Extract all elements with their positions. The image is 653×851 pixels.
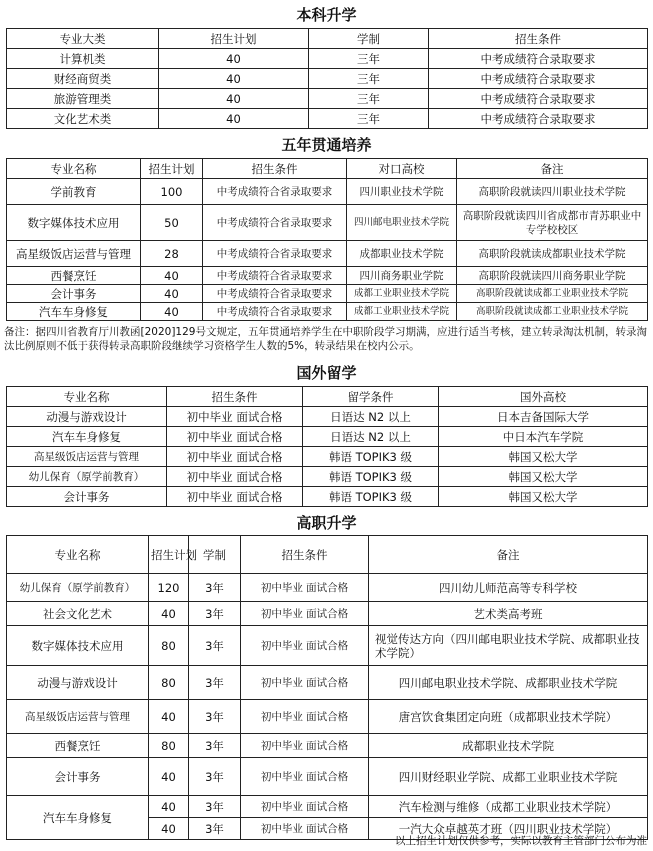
header-cell: 招生计划 (141, 159, 203, 179)
higher-voc-table (6, 535, 648, 840)
header-cell: 招生条件 (241, 536, 369, 574)
cell: 3年 (189, 700, 241, 734)
cell: 初中毕业 面试合格 (241, 796, 369, 818)
header-cell: 国外高校 (439, 387, 648, 407)
section-title-higher-voc: 高职升学 (296, 514, 357, 532)
table-row (7, 447, 648, 467)
cell: 会计事务 (7, 758, 149, 796)
header-cell: 招生条件 (167, 387, 303, 407)
cell: 中考成绩符合省录取要求 (203, 267, 347, 285)
cell: 初中毕业 面试合格 (167, 467, 303, 487)
footer-disclaimer: 以上招生计划仅供参考，实际以教育主管部门公布为准 (395, 835, 647, 847)
cell: 日语达 N2 以上 (303, 427, 439, 447)
header-cell: 招生条件 (203, 159, 347, 179)
cell: 40 (149, 796, 189, 818)
cell: 三年 (309, 69, 429, 89)
undergrad-table (6, 28, 648, 129)
table-row (7, 49, 648, 69)
cell: 100 (141, 179, 203, 205)
cell: 中考成绩符合录取要求 (429, 89, 648, 109)
section-title-five-year: 五年贯通培养 (281, 136, 372, 154)
cell: 文化艺术类 (7, 109, 159, 129)
table-row (7, 796, 648, 818)
section-title-undergrad: 本科升学 (296, 6, 357, 24)
abroad-table (6, 386, 648, 507)
header-cell: 对口高校 (347, 159, 457, 179)
cell: 初中毕业 面试合格 (241, 666, 369, 700)
cell: 40 (159, 49, 309, 69)
table-row (7, 303, 648, 321)
cell: 韩国又松大学 (439, 447, 648, 467)
cell: 数字媒体技术应用 (7, 626, 149, 666)
cell: 幼儿保育（原学前教育） (7, 574, 149, 602)
cell: 汽车车身修复 (7, 796, 149, 840)
cell: 80 (149, 626, 189, 666)
cell: 高职阶段就读四川职业技术学院 (457, 179, 648, 205)
cell: 动漫与游戏设计 (7, 407, 167, 427)
cell: 成都工业职业技术学院 (347, 285, 457, 303)
header-cell: 招生条件 (429, 29, 648, 49)
cell: 高星级饭店运营与管理 (7, 241, 141, 267)
table-row (7, 487, 648, 507)
cell: 50 (141, 205, 203, 241)
cell: 高星级饭店运营与管理 (7, 700, 149, 734)
cell: 40 (149, 602, 189, 626)
cell: 初中毕业 面试合格 (241, 758, 369, 796)
cell: 视觉传达方向（四川邮电职业技术学院、成都职业技术学院） (369, 626, 648, 666)
table-row (7, 427, 648, 447)
cell: 四川幼儿师范高等专科学校 (369, 574, 648, 602)
cell: 会计事务 (7, 487, 167, 507)
cell: 西餐烹饪 (7, 267, 141, 285)
cell: 中日本汽车学院 (439, 427, 648, 447)
cell: 财经商贸类 (7, 69, 159, 89)
cell: 40 (149, 818, 189, 840)
cell: 动漫与游戏设计 (7, 666, 149, 700)
table-row (7, 69, 648, 89)
header-cell: 招生计划 (149, 536, 189, 574)
table-row (7, 267, 648, 285)
cell: 四川邮电职业技术学院、成都职业技术学院 (369, 666, 648, 700)
table-row (7, 758, 648, 796)
cell: 唐宫饮食集团定向班（成都职业技术学院） (369, 700, 648, 734)
cell: 韩语 TOPIK3 级 (303, 447, 439, 467)
cell: 40 (159, 109, 309, 129)
cell: 初中毕业 面试合格 (167, 407, 303, 427)
cell: 韩国又松大学 (439, 467, 648, 487)
cell: 韩语 TOPIK3 级 (303, 467, 439, 487)
header-cell: 招生计划 (159, 29, 309, 49)
cell: 高职阶段就读成都职业技术学院 (457, 241, 648, 267)
header-cell: 留学条件 (303, 387, 439, 407)
cell: 学前教育 (7, 179, 141, 205)
cell: 40 (149, 700, 189, 734)
cell: 高星级饭店运营与管理 (7, 447, 167, 467)
table-row (7, 285, 648, 303)
cell: 高职阶段就读成都工业职业技术学院 (457, 303, 648, 321)
cell: 初中毕业 面试合格 (241, 734, 369, 758)
cell: 汽车检测与维修（成都工业职业技术学院） (369, 796, 648, 818)
cell: 四川邮电职业技术学院 (347, 205, 457, 241)
header-cell: 专业大类 (7, 29, 159, 49)
cell: 三年 (309, 49, 429, 69)
table-row (7, 602, 648, 626)
header-cell: 备注 (369, 536, 648, 574)
cell: 40 (149, 758, 189, 796)
cell: 中考成绩符合省录取要求 (203, 303, 347, 321)
cell: 3年 (189, 758, 241, 796)
cell: 3年 (189, 626, 241, 666)
cell: 中考成绩符合录取要求 (429, 109, 648, 129)
header-cell: 专业名称 (7, 387, 167, 407)
header-cell: 学制 (189, 536, 241, 574)
cell: 中考成绩符合省录取要求 (203, 285, 347, 303)
cell: 120 (149, 574, 189, 602)
cell: 数字媒体技术应用 (7, 205, 141, 241)
table-row (7, 89, 648, 109)
table-row (7, 626, 648, 666)
cell: 艺术类高考班 (369, 602, 648, 626)
cell: 初中毕业 面试合格 (167, 427, 303, 447)
cell: 韩语 TOPIK3 级 (303, 487, 439, 507)
table-row (7, 734, 648, 758)
cell: 中考成绩符合省录取要求 (203, 241, 347, 267)
cell: 四川商务职业学院 (347, 267, 457, 285)
table-row (7, 467, 648, 487)
cell: 初中毕业 面试合格 (241, 574, 369, 602)
table-row (7, 241, 648, 267)
cell: 40 (141, 303, 203, 321)
cell: 40 (159, 69, 309, 89)
cell: 初中毕业 面试合格 (241, 602, 369, 626)
cell: 初中毕业 面试合格 (167, 447, 303, 467)
cell: 3年 (189, 796, 241, 818)
five-year-table (6, 158, 648, 321)
table-row (7, 407, 648, 427)
cell: 社会文化艺术 (7, 602, 149, 626)
cell: 40 (159, 89, 309, 109)
cell: 四川财经职业学院、成都工业职业技术学院 (369, 758, 648, 796)
cell: 日语达 N2 以上 (303, 407, 439, 427)
cell: 3年 (189, 734, 241, 758)
cell: 高职阶段就读成都工业职业技术学院 (457, 285, 648, 303)
table-row (7, 666, 648, 700)
cell: 80 (149, 734, 189, 758)
cell: 旅游管理类 (7, 89, 159, 109)
cell: 日本吉备国际大学 (439, 407, 648, 427)
cell: 3年 (189, 818, 241, 840)
cell: 汽车车身修复 (7, 303, 141, 321)
table-row (7, 574, 648, 602)
cell: 中考成绩符合省录取要求 (203, 205, 347, 241)
cell: 初中毕业 面试合格 (241, 700, 369, 734)
cell: 40 (141, 285, 203, 303)
header-cell: 专业名称 (7, 159, 141, 179)
cell: 三年 (309, 89, 429, 109)
header-cell: 专业名称 (7, 536, 149, 574)
cell: 高职阶段就读四川商务职业学院 (457, 267, 648, 285)
cell: 3年 (189, 666, 241, 700)
cell: 一汽大众卓越英才班（四川职业技术学院） (369, 818, 648, 840)
cell: 成都职业技术学院 (369, 734, 648, 758)
cell: 四川职业技术学院 (347, 179, 457, 205)
cell: 幼儿保育（原学前教育） (7, 467, 167, 487)
cell: 汽车车身修复 (7, 427, 167, 447)
cell: 成都工业职业技术学院 (347, 303, 457, 321)
five-year-note: 备注：据四川省教育厅川教函[2020]129号文规定，五年贯通培养学生在中职阶段学习期满，应进行适当考核，建立转录淘汰机制，转录淘汰比例原则不低于获得转录高职阶段继续学习资格学生人数的5%，转录结果在校内公示。 (4, 326, 647, 352)
cell: 40 (141, 267, 203, 285)
table-row (7, 109, 648, 129)
cell: 中考成绩符合录取要求 (429, 49, 648, 69)
cell: 成都职业技术学院 (347, 241, 457, 267)
header-cell: 学制 (309, 29, 429, 49)
cell: 3年 (189, 602, 241, 626)
table-row (7, 179, 648, 205)
table-row (7, 700, 648, 734)
table-row (7, 205, 648, 241)
cell: 会计事务 (7, 285, 141, 303)
cell: 中考成绩符合省录取要求 (203, 179, 347, 205)
cell: 28 (141, 241, 203, 267)
cell: 中考成绩符合录取要求 (429, 69, 648, 89)
header-cell: 备注 (457, 159, 648, 179)
cell: 初中毕业 面试合格 (241, 626, 369, 666)
cell: 3年 (189, 574, 241, 602)
cell: 西餐烹饪 (7, 734, 149, 758)
cell: 高职阶段就读四川省成都市青苏职业中专学校校区 (457, 205, 648, 241)
cell: 韩国又松大学 (439, 487, 648, 507)
cell: 计算机类 (7, 49, 159, 69)
section-title-abroad: 国外留学 (296, 364, 357, 382)
cell: 初中毕业 面试合格 (241, 818, 369, 840)
cell: 三年 (309, 109, 429, 129)
cell: 初中毕业 面试合格 (167, 487, 303, 507)
cell: 80 (149, 666, 189, 700)
